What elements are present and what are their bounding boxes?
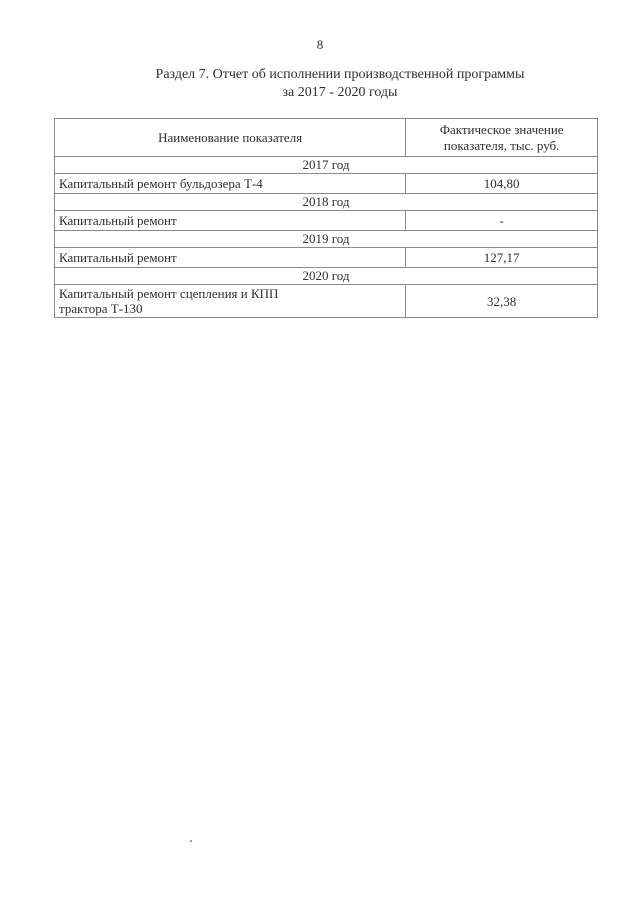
production-program-report-table	[54, 118, 598, 318]
header-actual-value-line-2: показателя, тыс. руб.	[443, 137, 560, 153]
year-row-2018	[55, 194, 598, 211]
table-row	[55, 285, 598, 318]
indicator-name: Капитальный ремонт бульдозера Т-4	[55, 174, 406, 194]
header-actual-value-line-1: Фактическое значение	[439, 121, 564, 137]
section-title	[0, 66, 640, 102]
year-row-2019	[55, 231, 598, 248]
year-row-2020	[55, 268, 598, 285]
scan-artifact-dot	[190, 840, 192, 842]
table-header-row	[55, 119, 598, 157]
indicator-value: 104,80	[406, 174, 598, 194]
year-label: 2017 год	[55, 157, 598, 174]
table-row	[55, 174, 598, 194]
table-row	[55, 248, 598, 268]
indicator-value: -	[406, 211, 598, 231]
table-row	[55, 211, 598, 231]
indicator-value: 32,38	[406, 285, 598, 318]
year-label: 2018 год	[55, 194, 598, 211]
section-title-line-1: Раздел 7. Отчет об исполнении производственной программы	[155, 67, 525, 82]
indicator-name-line-2: трактора Т-130	[59, 301, 143, 316]
indicator-value: 127,17	[406, 248, 598, 268]
indicator-name: Капитальный ремонт	[55, 211, 406, 231]
page-number: 8	[316, 37, 324, 52]
year-label: 2020 год	[55, 268, 598, 285]
header-actual-value	[406, 119, 598, 157]
year-row-2017	[55, 157, 598, 174]
indicator-name: Капитальный ремонт	[55, 248, 406, 268]
year-label: 2019 год	[55, 231, 598, 248]
indicator-name	[55, 285, 406, 318]
section-title-line-2: за 2017 - 2020 годы	[282, 85, 398, 100]
header-indicator-name: Наименование показателя	[55, 119, 406, 157]
indicator-name-line-1: Капитальный ремонт сцепления и КПП	[59, 286, 279, 301]
